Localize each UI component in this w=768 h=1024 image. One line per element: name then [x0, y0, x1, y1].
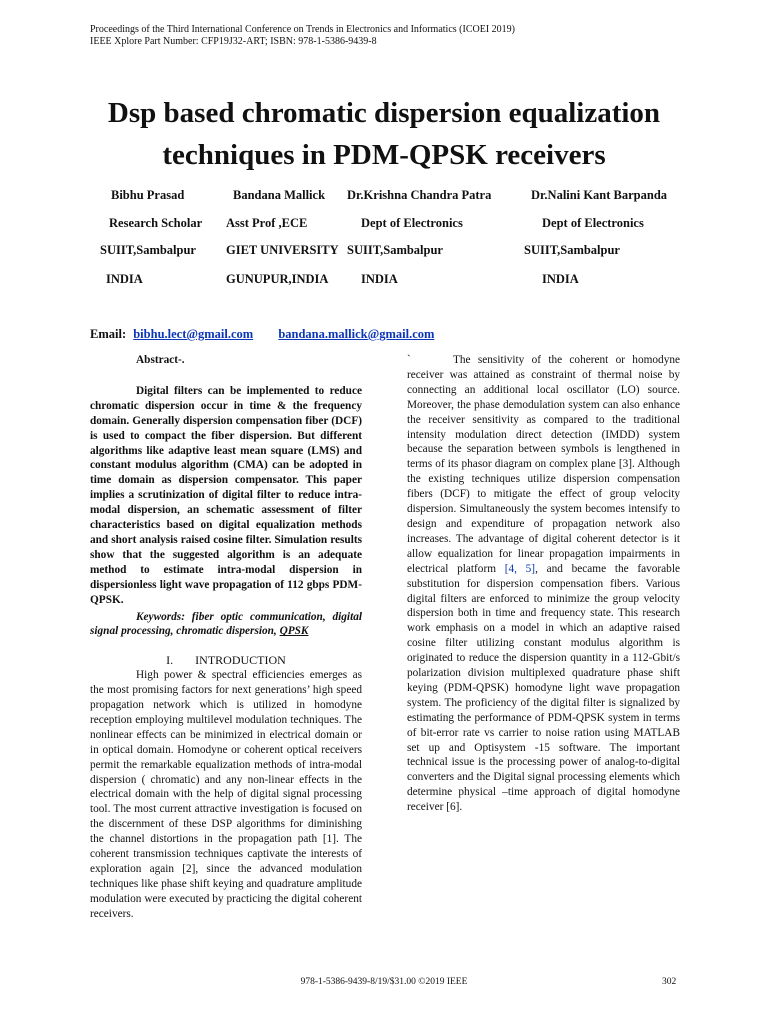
lead-mark: `: [407, 354, 411, 366]
page-number: 302: [662, 977, 677, 987]
right-text-part-2: , and became the favorable substitution for dispersion compensation fibers. Various digital filters are enforced to minimize the group velocity dispersion both in time and frequency state. This research work emphasis on a model in which an adaptive raised cosine filter utilizing constant modulus algorithm is originated to reduce the dispersion quantity in a 112-Gbit/s polarization division multiplexed quadrature phase shift keying (PDM-QPSK) homodyne light wave propagation system. The proficiency of the digital filter is signalized by estimating the performance of PDM-QPSK system in terms of bit-error rate vs carrier to noise ration using MATLAB set up and Optisystem -15 software. The important technical issue is the processing power of analog-to-digital converters and the Digital signal processing elements which determine physical –time approach of digital homodyne receiver [6].: [407, 562, 680, 814]
keywords-last: QPSK: [279, 625, 309, 638]
author-3-institution: SUIIT,Sambalpur: [347, 243, 443, 257]
author-4-institution: SUIIT,Sambalpur: [524, 243, 620, 257]
citation-link[interactable]: [4, 5]: [504, 562, 536, 575]
author-1-country: INDIA: [106, 272, 143, 286]
abstract-heading: Abstract-.: [136, 354, 185, 366]
author-4-name: Dr.Nalini Kant Barpanda: [531, 188, 668, 202]
conference-header-line-2: IEEE Xplore Part Number: CFP19J32-ART; ISBN: 978-1-5386-9439-8: [90, 36, 377, 47]
abstract-body: Digital filters can be implemented to reduce chromatic dispersion occur in time & the frequency domain. Generally dispersion compensation fiber (DCF) is used to compact the fiber dispersion. But different algorithms like adaptive least mean square (LMS) and constant modulus algorithm (CMA) can be adopted in time domain as dispersion compensator. This paper implies a scrutinization of digital filter to reduce intra-modal dispersion, an schematic assessment of filter characteristics based on digital equalization methods and short analysis raised cosine filter. Simulation results show that the suggested algorithm is an adequate method to estimate intra-modal dispersion in dispersionless light wave propagation of 112 gbps PDM-QPSK.: [90, 384, 362, 606]
section-number: I.: [166, 653, 174, 668]
conference-header-line-1: Proceedings of the Third International Conference on Trends in Electronics and Informatics (ICOEI 2019): [90, 24, 515, 35]
introduction-body: High power & spectral efficiencies emerges as the most promising factors for next generations’ high speed propagation network which is utilized in homodyne reception employing multilevel modulation techniques. The nonlinear effects can be minimized in electrical domain or in optical domain. Homodyne or coherent optical receivers permit the remarkable equalization methods of intra-modal dispersion ( chromatic) and any non-linear effects in the electrical domain with the help of digital signal processing tool. The most current attractive investigation is focused on the discernment of these DSP algorithms for diminishing the channel distortions in the propagation path [1]. The coherent transmission techniques captivate the interests of exploration again [2], since the advanced modulation techniques like phase shift keying and quadrature amplitude modulation were executed by practicing the digital coherent receivers.: [90, 669, 362, 920]
keywords-text: fiber optic communication, digital signal processing, chromatic dispersion,: [90, 610, 362, 638]
email-link-2[interactable]: bandana.mallick@gmail.com: [278, 327, 435, 341]
author-4-country: INDIA: [542, 272, 579, 286]
author-2-institution: GIET UNIVERSITY: [226, 243, 339, 257]
author-1-role: Research Scholar: [109, 216, 203, 230]
author-3-country: INDIA: [361, 272, 398, 286]
author-2-name: Bandana Mallick: [233, 188, 326, 202]
author-3-role: Dept of Electronics: [361, 216, 463, 230]
email-label: Email:: [90, 327, 127, 341]
email-line: [90, 327, 434, 342]
author-2-role: Asst Prof ,ECE: [226, 216, 308, 230]
footer-copyright: 978-1-5386-9439-8/19/$31.00 ©2019 IEEE: [300, 977, 468, 987]
section-heading-introduction: [90, 653, 362, 668]
right-column-paragraph: [407, 353, 680, 815]
author-1-name: Bibhu Prasad: [111, 188, 185, 202]
keywords: [90, 610, 362, 640]
right-column: [407, 353, 680, 815]
author-1-institution: SUIIT,Sambalpur: [100, 243, 196, 257]
author-3-name: Dr.Krishna Chandra Patra: [347, 188, 492, 202]
author-2-country: GUNUPUR,INDIA: [226, 272, 329, 286]
left-column: [90, 353, 362, 922]
email-link-1[interactable]: bibhu.lect@gmail.com: [133, 327, 254, 341]
right-text-part-1: The sensitivity of the coherent or homodyne receiver was attained as constraint of thermal noise by connecting an additional local oscillator (LO) source. Moreover, the phase demodulation system can also enhance the receiver sensitivity as compared to the traditional intensity modulation direct detection (IMDD) system because the separation between symbols is lengthened in terms of its phasor diagram on complex plane [3]. Although the existing techniques utilize dispersion compensation fibers (DCF) to mitigate the effect of group velocity dispersion. Simultaneously the system becomes intensify to design and expenditure of propagation network also increases. The advantage of digital coherent detector is it allow equalization for linear propagation impairments in electrical platform: [407, 354, 680, 575]
section-title: INTRODUCTION: [195, 653, 286, 668]
paper-title: Dsp based chromatic dispersion equalization techniques in PDM-QPSK receivers: [107, 97, 661, 171]
author-4-role: Dept of Electronics: [542, 216, 644, 230]
keywords-label: Keywords:: [136, 610, 185, 623]
